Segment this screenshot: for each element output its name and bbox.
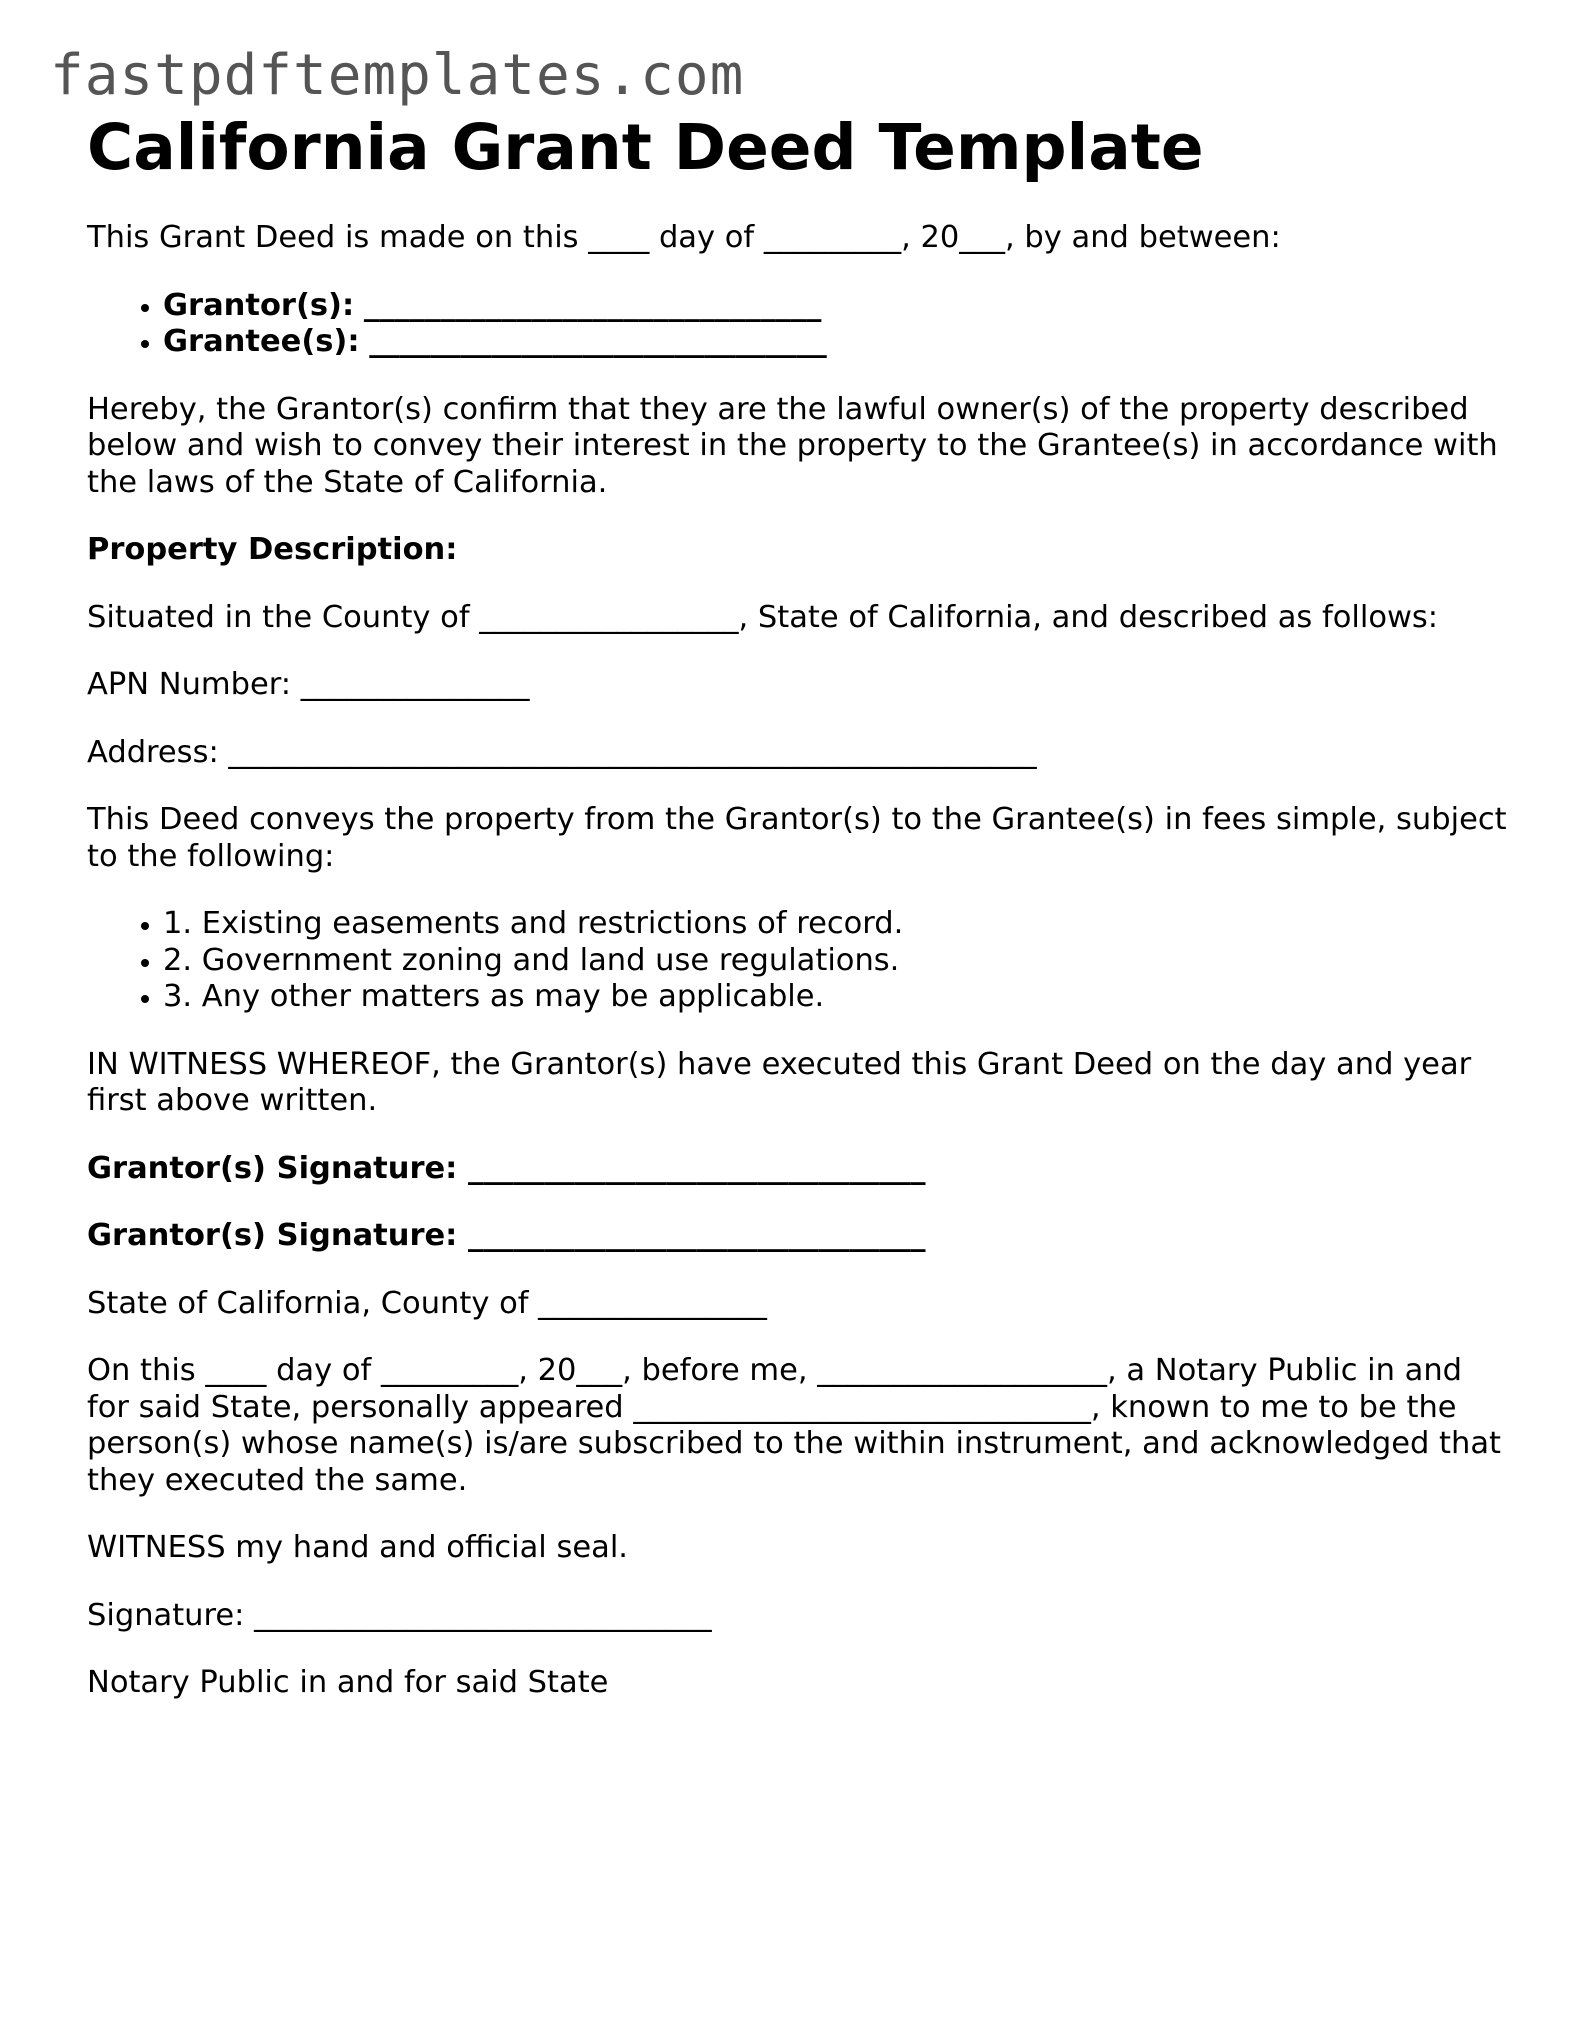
apn-line: APN Number: _______________ xyxy=(87,667,530,702)
notary-footer: Notary Public in and for said State xyxy=(87,1665,609,1700)
condition-item: • 3. Any other matters as may be applicable. xyxy=(163,979,1507,1016)
conditions-list xyxy=(87,906,1507,1016)
address-line: Address: _____________________________________________________ xyxy=(87,734,1037,770)
grantor-signature-blank: ______________________________ xyxy=(468,1218,926,1253)
witness-hand-line: WITNESS my hand and official seal. xyxy=(87,1530,628,1565)
condition-item: • 2. Government zoning and land use regulations. xyxy=(163,943,1507,980)
conveys-paragraph: This Deed conveys the property from the Grantor(s) to the Grantee(s) in fees simple, subject to the following: xyxy=(87,802,1507,874)
document-title: California Grant Deed Template xyxy=(87,111,1204,184)
document-body xyxy=(87,108,1507,1733)
grantor-label: Grantor(s): xyxy=(163,287,355,323)
grantor-blank: ______________________________ xyxy=(363,287,822,323)
state-county-line: State of California, County of _______________ xyxy=(87,1285,767,1321)
notary-paragraph: On this ____ day of _________, 20___, before me, ___________________, a Notary Public in and for said State, personally appeared ______________________________, known to me to be the person(s) whose name(s) is/are subscribed to the within instrument, and acknowledged that they executed the same. xyxy=(87,1353,1501,1498)
grantor-signature-label: Grantor(s) Signature: xyxy=(87,1218,458,1253)
intro-paragraph: This Grant Deed is made on this ____ day of _________, 20___, by and between: xyxy=(87,220,1281,255)
notary-signature-line: Signature: ______________________________ xyxy=(87,1597,712,1633)
witness-paragraph: IN WITNESS WHEREOF, the Grantor(s) have executed this Grant Deed on the day and year first above written. xyxy=(87,1046,1472,1118)
grantee-blank: ______________________________ xyxy=(369,324,827,359)
grantor-signature-line-2 xyxy=(87,1218,1507,1255)
grantee-item xyxy=(163,324,1507,361)
grantee-label: Grantee(s): xyxy=(163,324,360,359)
property-description-heading: Property Description: xyxy=(87,532,458,567)
watermark: fastpdftemplates.com xyxy=(50,43,745,108)
grantor-item xyxy=(163,288,1507,325)
grantor-signature-blank: ______________________________ xyxy=(468,1150,926,1186)
hereby-paragraph: Hereby, the Grantor(s) confirm that they are the lawful owner(s) of the property described below and wish to convey their interest in the property to the Grantee(s) in accordance with the laws of the State of California. xyxy=(87,391,1498,500)
county-line: Situated in the County of _________________, State of California, and described as follows: xyxy=(87,599,1439,635)
condition-item: • 1. Existing easements and restrictions of record. xyxy=(163,906,1507,943)
grantor-signature-label: Grantor(s) Signature: xyxy=(87,1150,458,1186)
parties-list xyxy=(87,288,1507,361)
grantor-signature-line-1 xyxy=(87,1151,1507,1188)
